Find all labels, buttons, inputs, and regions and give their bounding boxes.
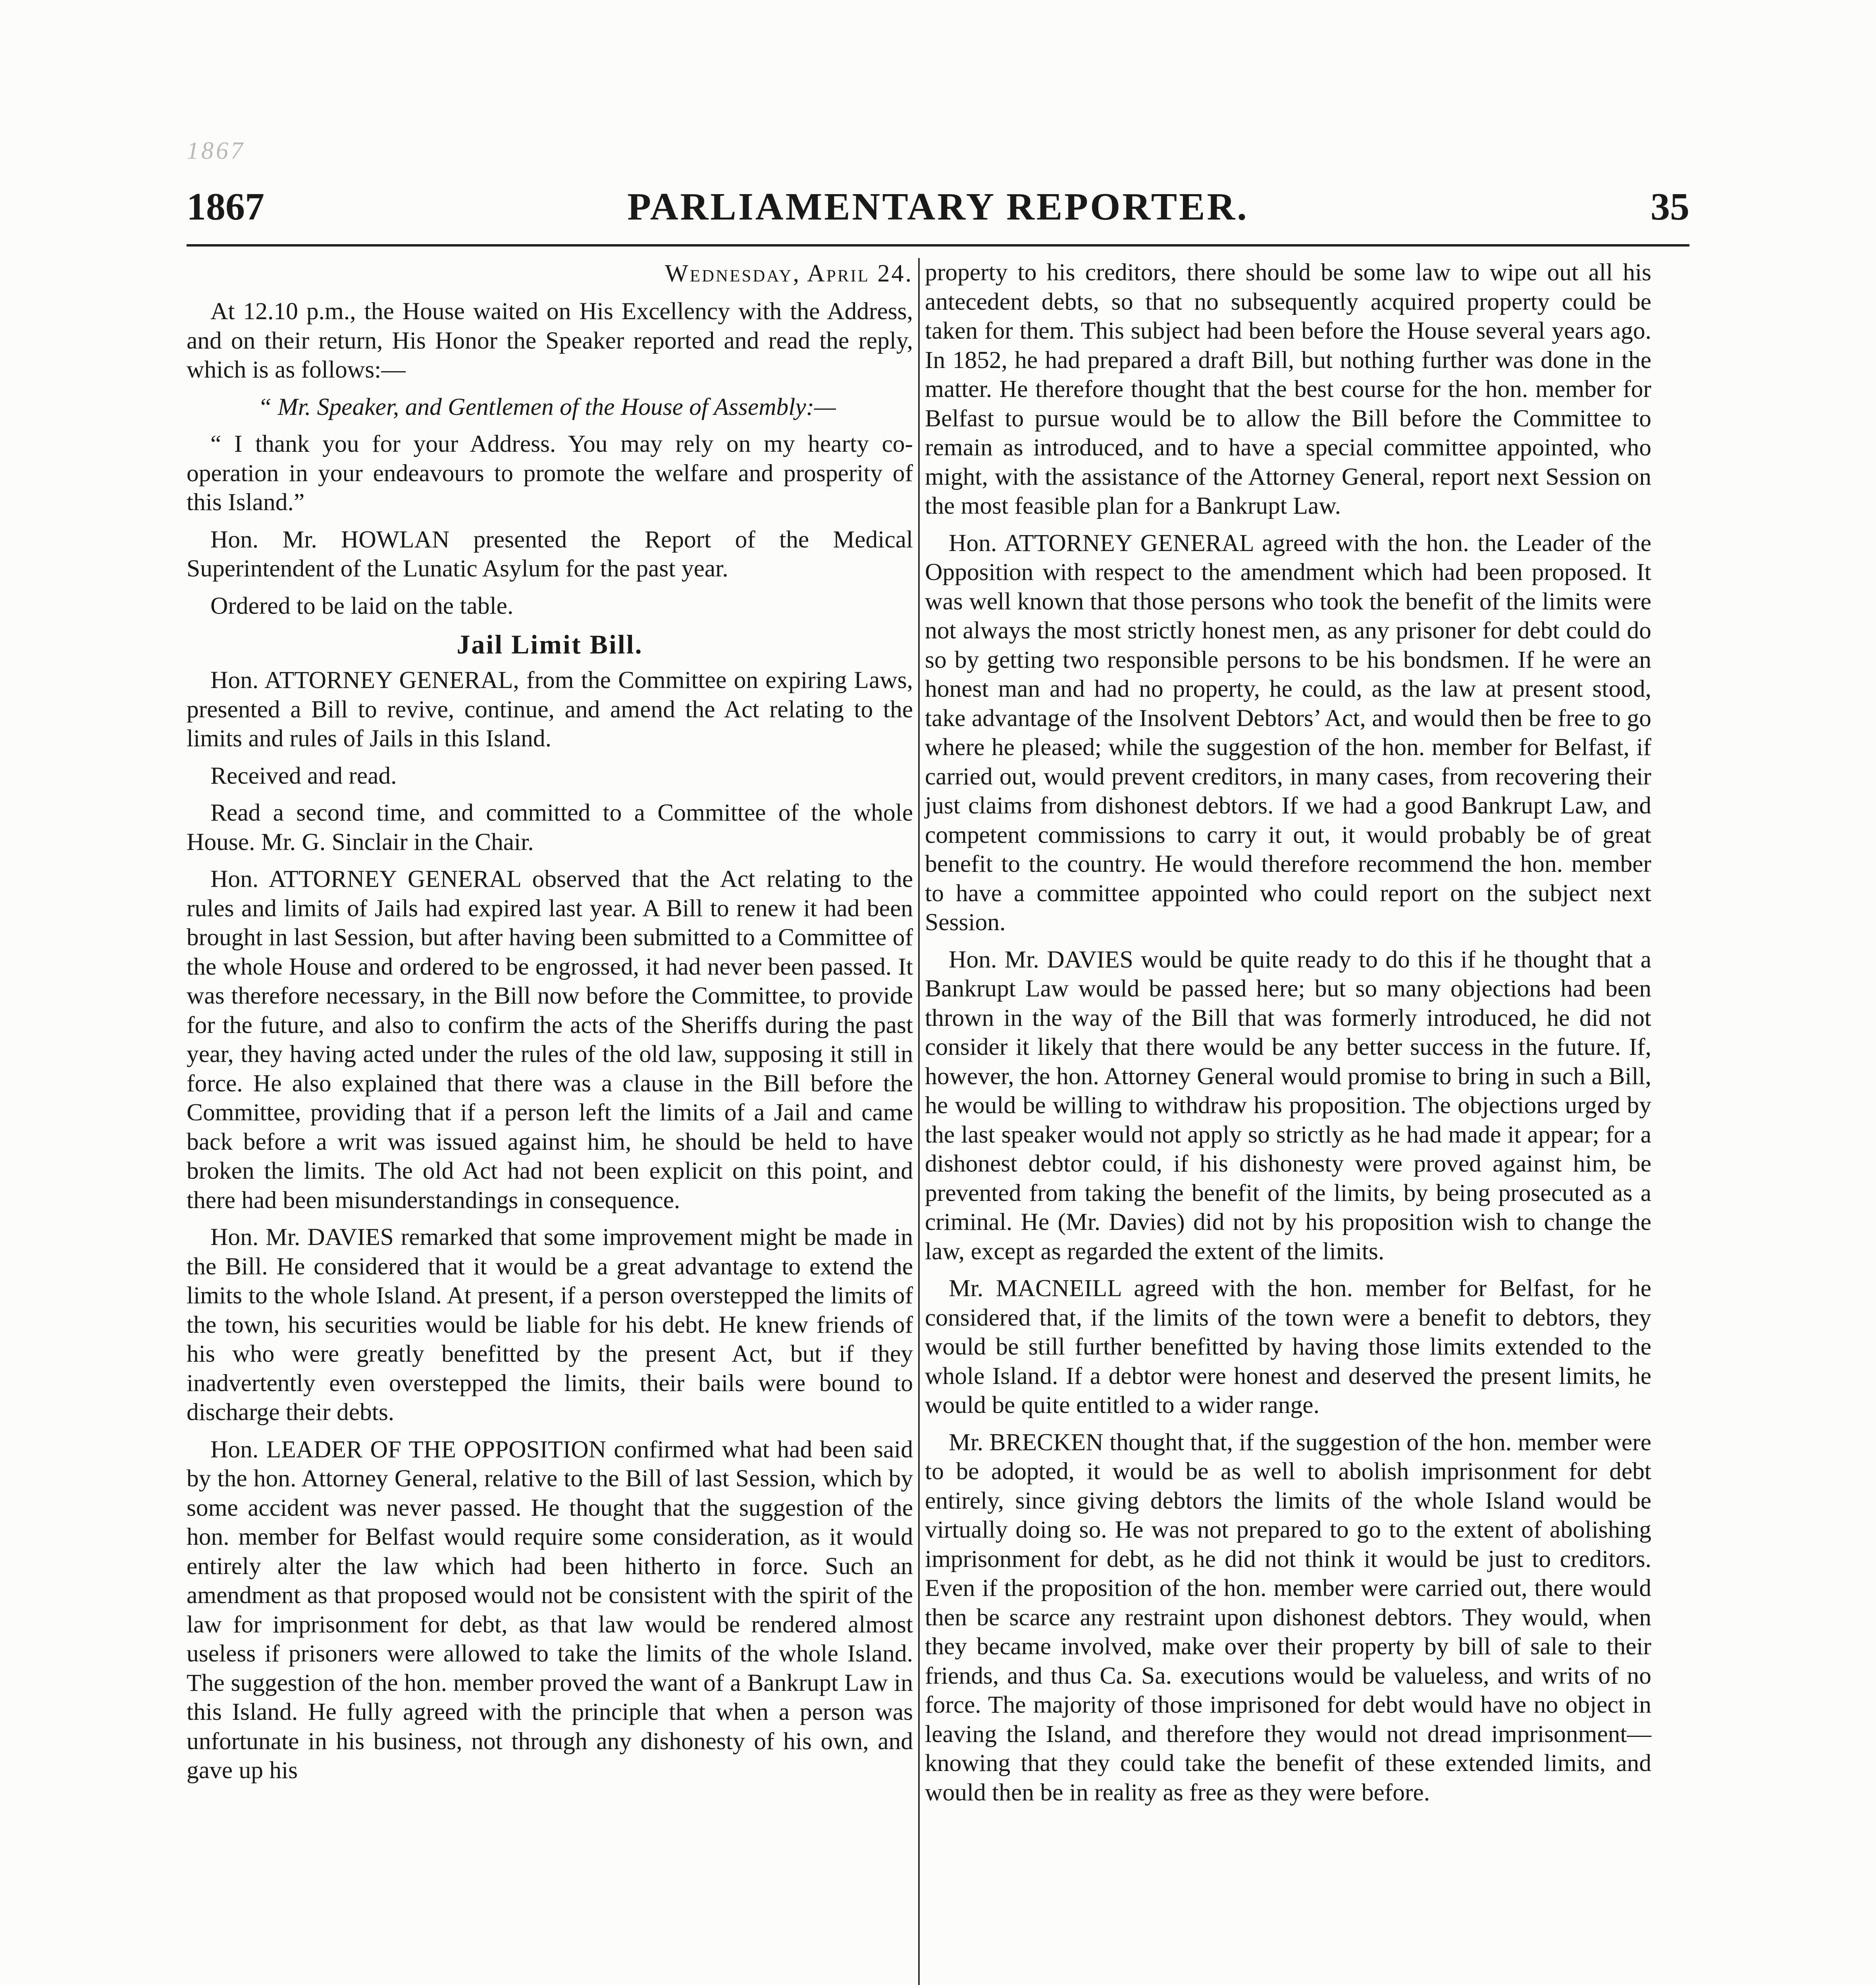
page-number: 35 — [1651, 185, 1689, 228]
salutation: “ Mr. Speaker, and Gentlemen of the House of Assembly:— — [258, 393, 836, 420]
paragraph: At 12.10 p.m., the House waited on His Excellency with the Address, and on their return, His Honor the Speaker reported and read the reply, which is as follows:— — [187, 298, 913, 383]
date-line: Wednesday, April 24. — [665, 260, 913, 287]
paragraph: Hon. ATTORNEY GENERAL observed that the Act relating to the rules and limits of Jails had expired last year. A Bill to renew it had been brought in last Session, but after having been submitted to a Committee of the whole House and ordered to be engrossed, it had never been passed. It was therefore necessary, in the Bill now before the Committee, to provide for the future, and also to confirm the acts of the Sheriffs during the past year, they having acted under the rules of the old law, supposing it still in force. He also explained that there was a clause in the Bill before the Committee, providing that if a person left the limits of a Jail and came back before a writ was issued against him, he should be held to have broken the limits. The old Act had not been explicit on this point, and there had been misunderstandings in consequence. — [187, 865, 913, 1214]
right-column — [925, 258, 1651, 1985]
paragraph: property to his creditors, there should be some law to wipe out all his antecedent debts, so that no subsequently acquired property could be taken for them. This subject had been before the House several years ago. In 1852, he had prepared a draft Bill, but nothing further was done in the matter. He therefore thought that the best course for the hon. member for Belfast to pursue would be to allow the Bill before the Committee to remain as introduced, and to have a special committee appointed, who might, with the assistance of the Attorney General, report next Session on the most feasible plan for a Bankrupt Law. — [925, 259, 1651, 519]
header-title: PARLIAMENTARY REPORTER. — [627, 185, 1249, 228]
paragraph: Ordered to be laid on the table. — [210, 592, 514, 619]
column-divider — [918, 258, 920, 1985]
paragraph: Hon. ATTORNEY GENERAL, from the Committee on expiring Laws, presented a Bill to revive, continue, and amend the Act relating to the limits and rules of Jails in this Island. — [187, 667, 913, 752]
section-heading: Jail Limit Bill. — [456, 629, 643, 659]
library-stamp: 1867 — [187, 137, 245, 164]
paragraph: Hon. ATTORNEY GENERAL agreed with the hon. the Leader of the Opposition with respect to the amendment which had been proposed. It was well known that those persons who took the benefit of the limits were not always the most strictly honest men, as any prisoner for debt could do so by getting two responsible persons to be his bondsmen. If he were an honest man and had no property, he could, as the law at present stood, take advantage of the Insolvent Debtors’ Act, and would then be free to go where he pleased; while the suggestion of the hon. member for Belfast, if carried out, would prevent creditors, in many cases, from recovering their just claims from dishonest debtors. If we had a good Bankrupt Law, and competent commissions to carry it out, it would probably be of great benefit to the country. He would therefore recommend the hon. member to have a committee appointed who could report on the subject next Session. — [925, 529, 1651, 936]
left-column — [187, 258, 913, 1985]
paragraph: Mr. BRECKEN thought that, if the suggestion of the hon. member were to be adopted, it would be as well to abolish imprisonment for debt entirely, since giving debtors the limits of the whole Island would be virtually doing so. He was not prepared to go to the extent of abolishing imprisonment for debt, as he did not think it would be just to creditors. Even if the proposition of the hon. member were carried out, there would then be scarce any restraint upon dishonest debtors. They would, when they became involved, make over their property by bill of sale to their friends, and thus Ca. Sa. executions would be valueless, and writs of no force. The majority of those imprisoned for debt would have no object in leaving the Island, and therefore they would not dread imprisonment—knowing that they could take the benefit of these extended limits, and would then be in reality as free as they were before. — [925, 1428, 1651, 1806]
paragraph: Mr. MACNEILL agreed with the hon. member for Belfast, for he considered that, if the limits of the town were a benefit to debtors, they would be still further benefitted by having those limits extended to the whole Island. If a debtor were honest and deserved the present limits, he would be quite entitled to a wider range. — [925, 1275, 1651, 1418]
paragraph: Received and read. — [210, 762, 397, 789]
paragraph: Hon. Mr. DAVIES would be quite ready to do this if he thought that a Bankrupt Law would be passed here; but so many objections had been thrown in the way of the Bill that was formerly introduced, he did not consider it likely that there would be any better success in the future. If, however, the hon. Attorney General would promise to bring in such a Bill, he would be willing to withdraw his proposition. The objections urged by the last speaker would not apply so strictly as he had made it appear; for a dishonest debtor could, if his dishonesty were proved against him, be prevented from taking the benefit of the limits, by being prosecuted as a criminal. He (Mr. Davies) did not by his proposition wish to change the law, except as regarded the extent of the limits. — [925, 946, 1651, 1265]
paragraph: Hon. Mr. HOWLAN presented the Report of the Medical Superintendent of the Lunatic Asylum for the past year. — [187, 526, 913, 582]
paragraph: “ I thank you for your Address. You may rely on my hearty co-operation in your endeavours to promote the welfare and prosperity of this Island.” — [187, 430, 913, 516]
paragraph: Hon. Mr. DAVIES remarked that some improvement might be made in the Bill. He considered that it would be a great advantage to extend the limits to the whole Island. At present, if a person overstepped the limits of the town, his securities would be liable for his debt. He knew friends of his who were greatly benefitted by the present Act, but if they inadvertently even overstepped the limits, their bails were bound to discharge their debts. — [187, 1224, 913, 1426]
paragraph: Read a second time, and committed to a Committee of the whole House. Mr. G. Sinclair in the Chair. — [187, 799, 913, 856]
header-year: 1867 — [187, 185, 264, 228]
running-header — [187, 181, 1689, 247]
paragraph: Hon. LEADER OF THE OPPOSITION confirmed what had been said by the hon. Attorney General, relative to the Bill of last Session, which by some accident was never passed. He thought that the suggestion of the hon. member for Belfast would require some consideration, as it would entirely alter the law which had been hitherto in force. Such an amendment as that proposed would not be consistent with the spirit of the law for imprisonment for debt, as that law would be rendered almost useless if prisoners were allowed to take the limits of the whole Island. The suggestion of the hon. member proved the want of a Bankrupt Law in this Island. He fully agreed with the principle that when a person was unfortunate in his business, not through any dishonesty of his own, and gave up his — [187, 1436, 913, 1784]
